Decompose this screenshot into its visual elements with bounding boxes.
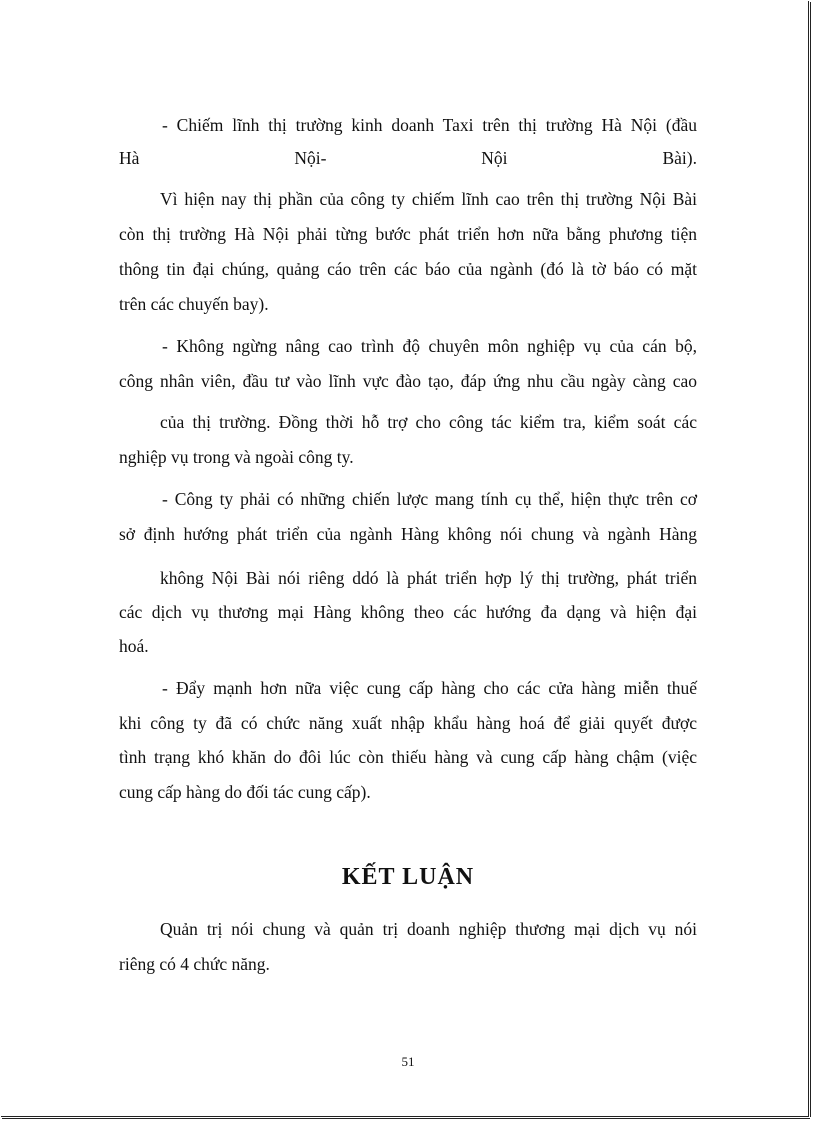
word: Nội xyxy=(481,148,508,168)
text-line: - Đẩy mạnh hơn nữa việc cung cấp hàng cho các cửa hàng miễn thuế xyxy=(162,678,697,698)
text-line-spread xyxy=(119,146,697,170)
page-number: 51 xyxy=(401,1054,415,1069)
page-edge-right xyxy=(808,1,809,1116)
page-edge-bottom xyxy=(1,1116,809,1117)
text-line: Vì hiện nay thị phần của công ty chiếm lĩnh cao trên thị trường Nội Bài xyxy=(160,189,697,209)
text-line: hoá. xyxy=(119,636,149,656)
text-line: các dịch vụ thương mại Hàng không theo các hướng đa dạng và hiện đại xyxy=(119,602,697,622)
text-line: trên các chuyến bay). xyxy=(119,294,269,314)
text-line: tình trạng khó khăn do đôi lúc còn thiếu hàng và cung cấp hàng chậm (việc xyxy=(119,747,697,767)
text-line: công nhân viên, đầu tư vào lĩnh vực đào tạo, đáp ứng nhu cầu ngày càng cao xyxy=(119,371,697,391)
text-line: còn thị trường Hà Nội phải từng bước phát triển hơn nữa bằng phương tiện xyxy=(119,224,697,244)
text-line: nghiệp vụ trong và ngoài công ty. xyxy=(119,447,354,467)
text-line: - Công ty phải có những chiến lược mang tính cụ thể, hiện thực trên cơ xyxy=(162,489,697,509)
word: Hà xyxy=(119,148,140,168)
word: Nội- xyxy=(294,148,327,168)
text-line: - Không ngừng nâng cao trình độ chuyên môn nghiệp vụ của cán bộ, xyxy=(162,336,697,356)
text-line: riêng có 4 chức năng. xyxy=(119,954,270,974)
page-edge-right-outer xyxy=(810,2,811,1117)
section-heading: KẾT LUẬN xyxy=(341,864,475,890)
text-line: thông tin đại chúng, quảng cáo trên các báo của ngành (đó là tờ báo có mặt xyxy=(119,259,697,279)
text-line: Quản trị nói chung và quản trị doanh nghiệp thương mại dịch vụ nói xyxy=(160,919,697,939)
text-line: khi công ty đã có chức năng xuất nhập khẩu hàng hoá để giải quyết được xyxy=(119,713,697,733)
word: Bài). xyxy=(662,148,697,168)
text-line: - Chiếm lĩnh thị trường kinh doanh Taxi trên thị trường Hà Nội (đầu xyxy=(162,115,697,135)
text-line: cung cấp hàng do đối tác cung cấp). xyxy=(119,782,371,802)
text-line: sở định hướng phát triển của ngành Hàng không nói chung và ngành Hàng xyxy=(119,524,697,544)
text-line: của thị trường. Đồng thời hỗ trợ cho công tác kiểm tra, kiểm soát các xyxy=(160,412,697,432)
page-edge-bottom-outer xyxy=(2,1118,810,1119)
text-line: không Nội Bài nói riêng ddó là phát triển hợp lý thị trường, phát triển xyxy=(160,568,697,588)
